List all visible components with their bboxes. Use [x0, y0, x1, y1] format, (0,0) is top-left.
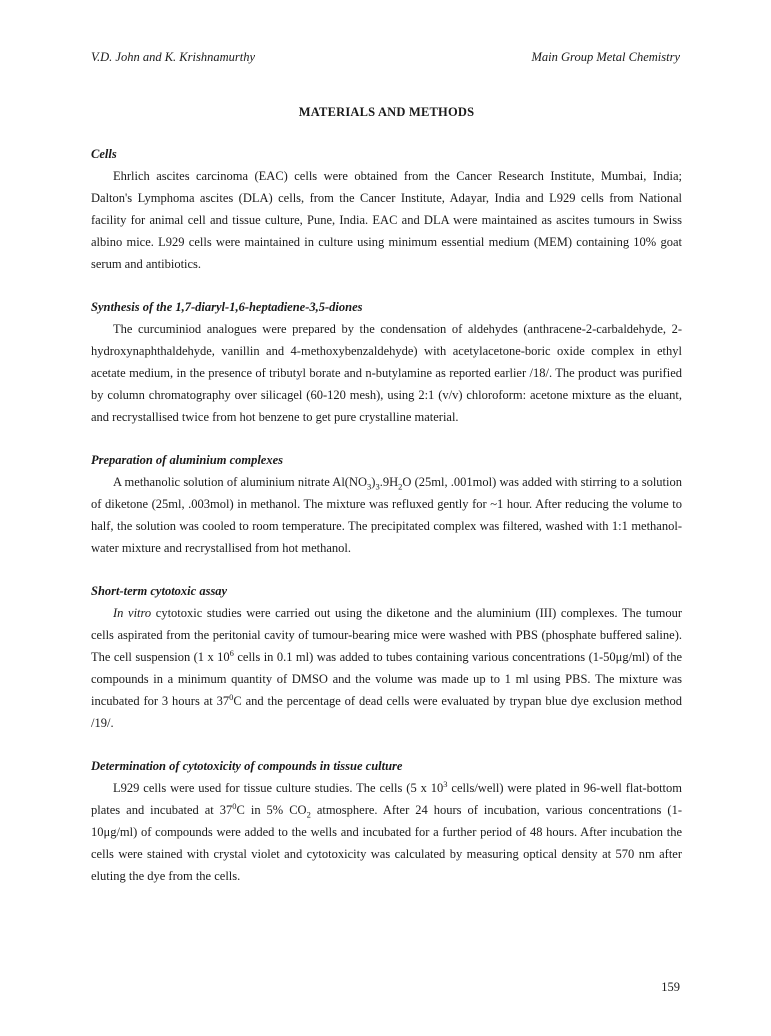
subsection-heading: Determination of cytotoxicity of compounds in tissue culture [91, 759, 403, 773]
page-number: 159 [661, 980, 680, 994]
section-aluminium-complexes [91, 449, 682, 559]
article-body [91, 101, 682, 908]
paragraph: The curcuminiod analogues were prepared by the condensation of aldehydes (anthracene-2-carbaldehyde, 2-hydroxynaphthaldehyde, vanillin and 4-methoxybenzaldehyde) with acetylacetone-boric oxide complex in ethyl acetate medium, in the presence of tributyl borate and n-butylamine as reported earlier /18/. The product was purified by column chromatography over silicagel (60-120 mesh), using 2:1 (v/v) chloroform: acetone mixture as the eluant, and recrystallised twice from hot benzene to get pure crystalline material. [91, 322, 682, 424]
section-title: MATERIALS AND METHODS [298, 105, 475, 119]
subsection-heading: Synthesis of the 1,7-diaryl-1,6-heptadiene-3,5-diones [91, 300, 363, 314]
paragraph: L929 cells were used for tissue culture studies. The cells (5 x $10^3$ cells/well) were plated in 96-well flat-bottom plates and incubated at $37^0C$ in 5% $CO_2$ atmosphere. After 24 hours of incubation, various concentrations (1-10μg/ml) of compounds were added to the wells and incubated for a further period of 48 hours. After incubation the cells were stained with crystal violet and cytotoxicity was calculated by measuring optical density at 570 nm after eluting the dye from the cells. [91, 778, 682, 883]
section-cells [91, 143, 682, 275]
header-journal: Main Group Metal Chemistry [531, 50, 680, 64]
section-tissue-culture [91, 755, 682, 887]
subsection-heading: Preparation of aluminium complexes [91, 453, 284, 467]
section-short-term-assay [91, 580, 682, 734]
subsection-heading: Short-term cytotoxic assay [91, 584, 228, 598]
paragraph: Ehrlich ascites carcinoma (EAC) cells were obtained from the Cancer Research Institute, Mumbai, India; Dalton's Lymphoma ascites (DLA) cells, from the Cancer Institute, Adayar, India and L929 cells from National facility for animal cell and tissue culture, Pune, India. EAC and DLA were maintained as ascites tumours in Swiss albino mice. L929 cells were maintained in culture using minimum essential medium (MEM) containing 10% goat serum and antibiotics. [91, 169, 682, 271]
subsection-heading: Cells [91, 147, 117, 161]
paragraph: A methanolic solution of aluminium nitrate $Al(NO_3)_3.9H_2O$ (25ml, .001mol) was added with stirring to a solution of diketone (25ml, .003mol) in methanol. The mixture was refluxed gently for ~1 hour. After reducing the volume to half, the solution was cooled to room temperature. The precipitated complex was filtered, washed with 1:1 methanol-water mixture and recrystallised from hot methanol. [91, 475, 682, 555]
header-authors: V.D. John and K. Krishnamurthy [91, 50, 256, 64]
paragraph: In vitro cytotoxic studies were carried out using the diketone and the aluminium (III) complexes. The tumour cells aspirated from the peritonial cavity of tumour-bearing mice were washed with PBS (phosphate buffered saline). The cell suspension (1 x $10^6$ cells in 0.1 ml) was added to tubes containing various concentrations (1-50μg/ml) of the compounds in a minimum quantity of DMSO and the volume was made up to 1 ml using PBS. The mixture was incubated for 3 hours at $37^0C$ and the percentage of dead cells were evaluated by trypan blue dye exclusion method /19/. [91, 606, 683, 730]
section-synthesis [91, 296, 682, 428]
